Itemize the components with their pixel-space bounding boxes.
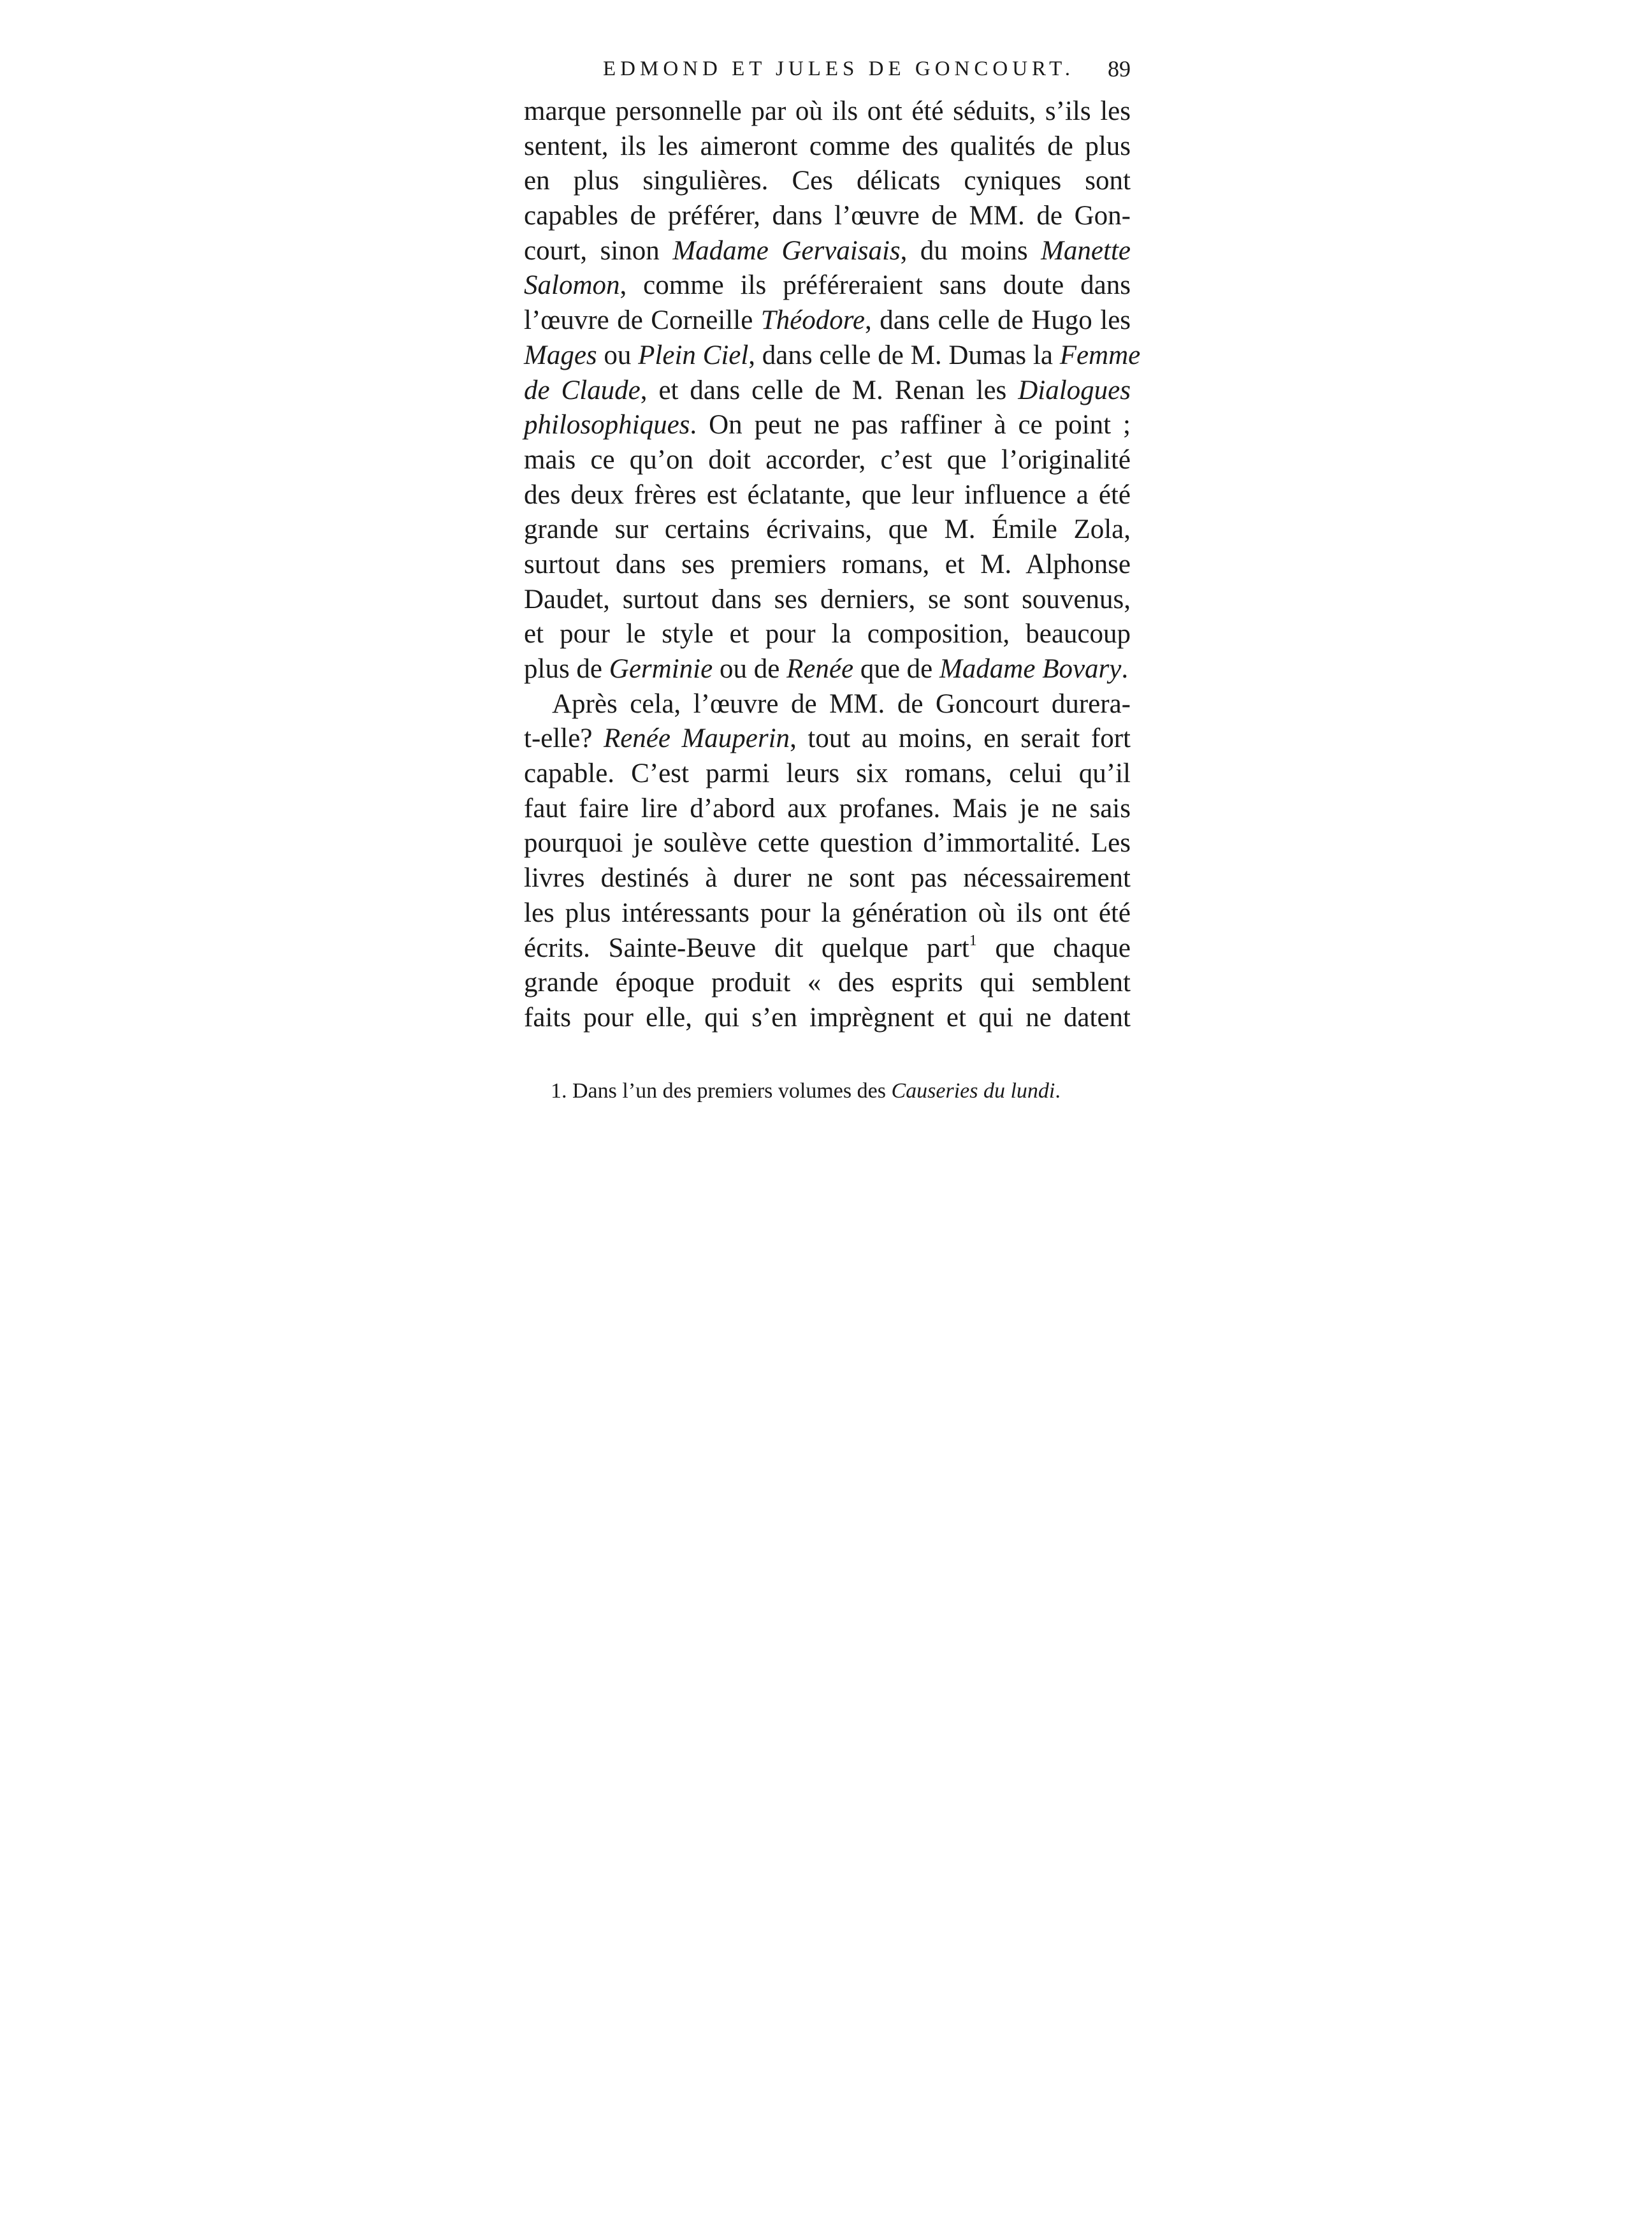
italic-title: Renée [786, 654, 854, 684]
text-line: court, sinon Madame Gervaisais, du moins Manette [524, 235, 1131, 266]
text-line: et pour le style et pour la composition, beaucoup [524, 619, 1131, 650]
body-text [524, 94, 1141, 1036]
text-line: Daudet, surtout dans ses derniers, se sont souvenus, [524, 584, 1131, 614]
text-line: en plus singulières. Ces délicats cyniques sont [524, 166, 1131, 196]
italic-title: Manette [1041, 235, 1131, 266]
italic-title: Théodore [760, 305, 865, 336]
italic-title: Plein Ciel [638, 340, 749, 370]
footnote-text-end: . [1055, 1079, 1061, 1103]
text-line: Salomon, comme ils préféreraient sans doute dans [524, 270, 1131, 301]
text-line: plus de Germinie ou de Renée que de Madame Bovary. [524, 654, 1129, 684]
page-number: 89 [1108, 56, 1131, 82]
italic-title: Mages [524, 340, 597, 370]
text-line: les plus intéressants pour la génération où ils ont été [524, 897, 1131, 928]
text-line: l’œuvre de Corneille Théodore, dans celle de Hugo les [524, 305, 1131, 336]
running-title: EDMOND ET JULES DE GONCOURT. [603, 57, 1075, 80]
text-line: grande sur certains écrivains, que M. Émile Zola, [524, 514, 1131, 545]
text-line: grande époque produit « des esprits qui semblent [524, 968, 1131, 998]
text-line: philosophiques. On peut ne pas raffiner à ce point ; [524, 410, 1131, 440]
italic-title: Salomon [524, 270, 620, 301]
footnote [551, 1077, 1131, 1105]
text-line: marque personnelle par où ils ont été séduits, s’ils les [524, 96, 1131, 126]
text-line: des deux frères est éclatante, que leur influence a été [524, 479, 1131, 510]
text-line: sentent, ils les aimeront comme des qualités de plus [524, 131, 1131, 161]
text-line: pourquoi je soulève cette question d’immortalité. Les [524, 828, 1131, 859]
italic-title: Madame Bovary [939, 654, 1122, 684]
italic-title: Dialogues [1018, 375, 1131, 405]
page-header [524, 50, 1131, 88]
footnote-text: Dans l’un des premiers volumes des [567, 1079, 892, 1103]
text-line: capable. C’est parmi leurs six romans, celui qu’il [524, 759, 1131, 789]
text-line: Mages ou Plein Ciel, dans celle de M. Dumas la Femme [524, 340, 1141, 370]
italic-title: philosophiques [524, 410, 690, 440]
text-line: livres destinés à durer ne sont pas nécessairement [524, 863, 1131, 894]
footnote-marker: 1. [551, 1079, 567, 1103]
text-line: faut faire lire d’abord aux profanes. Mais je ne sais [524, 793, 1131, 824]
footnote-reference: 1 [969, 932, 977, 949]
italic-title: de Claude [524, 375, 641, 405]
text-line: faits pour elle, qui s’en imprègnent et qui ne datent [524, 1002, 1131, 1033]
text-line: surtout dans ses premiers romans, et M. Alphonse [524, 549, 1131, 579]
italic-title: Madame Gervaisais [672, 235, 901, 266]
italic-title: Germinie [609, 654, 713, 684]
text-line: capables de préférer, dans l’œuvre de MM. de Gon- [524, 201, 1131, 231]
text-line: de Claude, et dans celle de M. Renan les Dialogues [524, 375, 1131, 405]
italic-title: Renée Mauperin [603, 723, 790, 754]
italic-title: Femme [1059, 340, 1141, 370]
text-line: écrits. Sainte-Beuve dit quelque part$^1$ que chaque [524, 932, 1131, 963]
footnote-title: Causeries du lundi [891, 1079, 1055, 1103]
text-line: Après cela, l’œuvre de MM. de Goncourt durera- [552, 688, 1131, 719]
text-line: t-elle? Renée Mauperin, tout au moins, en serait fort [524, 723, 1131, 754]
text-line: mais ce qu’on doit accorder, c’est que l’originalité [524, 444, 1131, 475]
